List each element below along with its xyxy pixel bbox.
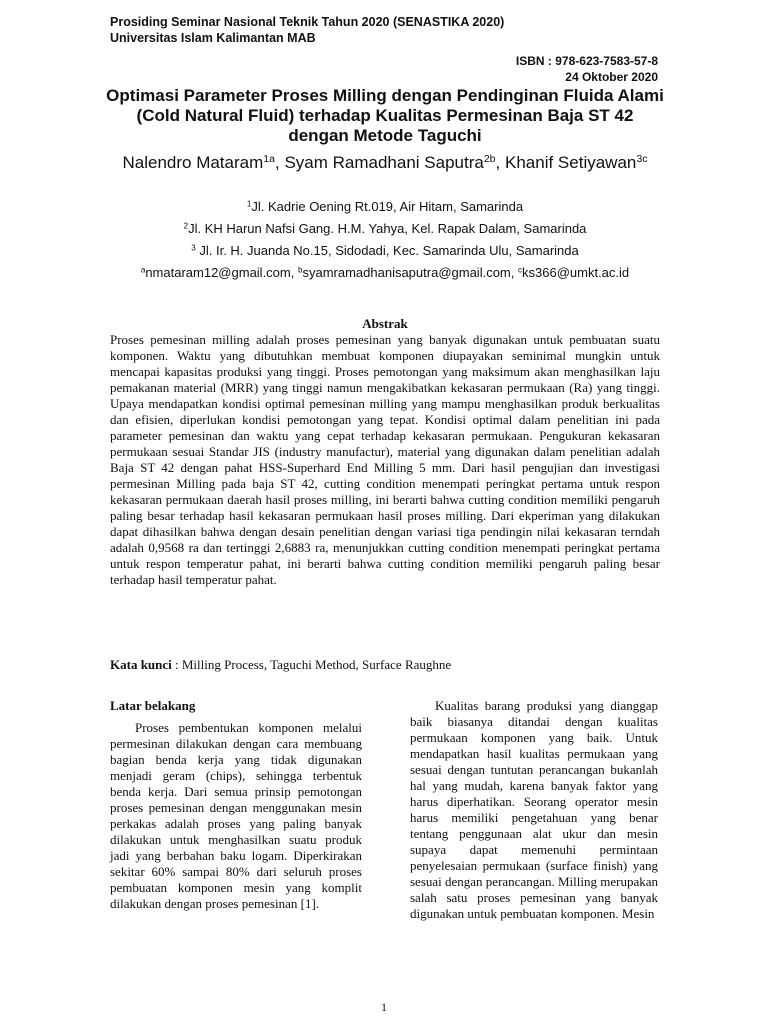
email-superscript: a bbox=[140, 265, 146, 275]
author: Nalendro Mataram$^{1a}$ bbox=[122, 153, 275, 172]
author-superscript: 1a bbox=[263, 153, 275, 166]
left-paragraph: Proses pembentukan komponen melalui permesinan dilakukan dengan cara membuang bagian benda kerja yang tidak digunakan menjadi geram (chips), sehingga terbentuk benda kerja. Dari semua prinsip pemotongan proses pemesinan dengan menggunakan mesin perkakas adalah proses yang paling banyak dilakukan untuk menghasilkan suatu produk jadi yang berbahan baku logam. Diperkirakan sekitar 60% sampai 80% dari seluruh proses pembuatan komponen mesin yang komplit dilakukan dengan proses pemesinan [1]. bbox=[110, 720, 362, 911]
affiliation-line bbox=[110, 196, 660, 218]
affiliation-text: Jl. Ir. H. Juanda No.15, Sidodadi, Kec. Samarinda Ulu, Samarinda bbox=[195, 243, 579, 258]
email-address: nmataram12@gmail.com bbox=[145, 265, 291, 280]
email-line: $^a$nmataram12@gmail.com, $^b$syamramadhanisaputra@gmail.com, $^c$ks366@umkt.ac.id bbox=[140, 265, 630, 280]
author: Khanif Setiyawan$^{3c}$ bbox=[505, 153, 648, 172]
email-address: ks366@umkt.ac.id bbox=[522, 265, 630, 280]
paper-title: Optimasi Parameter Proses Milling dengan Pendinginan Fluida Alami (Cold Natural Fluid) terhadap Kualitas Permesinan Baja ST 42 dengan Metode Taguchi bbox=[106, 86, 664, 145]
email-address: syamramadhanisaputra@gmail.com bbox=[302, 265, 511, 280]
proceedings-header bbox=[110, 14, 504, 46]
keywords-label: Kata kunci bbox=[110, 657, 172, 672]
email-superscript: b bbox=[297, 265, 303, 275]
author-superscript: 3c bbox=[636, 153, 648, 166]
proceedings-title: Prosiding Seminar Nasional Teknik Tahun 2020 (SENASTIKA 2020) bbox=[110, 15, 505, 29]
affiliation-line bbox=[110, 240, 660, 262]
author: Syam Ramadhani Saputra$^{2b}$ bbox=[284, 153, 496, 172]
isbn: ISBN : 978-623-7583-57-8 bbox=[515, 54, 658, 68]
affiliation-text: Jl. KH Harun Nafsi Gang. H.M. Yahya, Kel. Rapak Dalam, Samarinda bbox=[188, 221, 587, 236]
abstract-heading: Abstrak bbox=[362, 316, 408, 331]
author-superscript: 2b bbox=[483, 153, 496, 166]
abstract-body: Proses pemesinan milling adalah proses pemesinan yang banyak digunakan untuk pembuatan suatu komponen. Waktu yang dibutuhkan membuat komponen diupayakan seminimal mungkin untuk mencapai kapasitas produksi yang tinggi. Proses pemotongan yang maksimum akan menghasilkan laju pemakanan material (MRR) yang tinggi namun mengakibatkan kekasaran permukaan (Ra) yang tinggi. Upaya mendapatkan kondisi optimal pemesinan milling yang mampu menghasilkan produk berkualitas dan efisien, diperlukan kondisi pemotongan yang tepat. Kondisi optimal dalam penelitian ini pada parameter pemesinan dan waktu yang cepat terhadap kekasaran permukaan. Pengukuran kekasaran permukaan sesuai Standar JIS (industry manufactur), material yang digunakan dalam penelitian adalah Baja ST 42 dengan pahat HSS-Superhard End Milling 5 mm. Dari hasil pengujian dan investigasi permesinan Milling pada baja ST 42, cutting condition menempati peringkat pertama untuk respon kekasaran permukaan daerah hasil proses milling, ini berarti bahwa cutting condition memiliki pengaruh paling besar terhadap hasil kekasaran permukaan hasil proses milling. Dari ekperiman yang dilakukan dapat dihasilkan bahwa dengan desain penelitian dengan variasi tiga pendingin nilai kekasaran terndah adalah 0,9568 ra dan tertinggi 2,6883 ra, menunjukkan cutting condition menempati peringkat pertama untuk respon temperatur pahat, ini berarti bahwa cutting condition memiliki pengaruh paling besar terhadap hasil temperatur pahat. bbox=[110, 332, 660, 587]
affiliations bbox=[110, 196, 660, 284]
affiliation-superscript: 2 bbox=[183, 221, 189, 231]
right-paragraph: Kualitas barang produksi yang dianggap baik biasanya ditandai dengan kualitas permukaan komponen yang baik. Untuk mendapatkan hasil kualitas permukaan yang sesuai dengan tuntutan perancangan bukanlah hal yang mudah, karena banyak faktor yang harus diperhatikan. Seorang operator mesin harus memiliki pengetahuan yang benar tentang penggunaan alat ukur dan mesin supaya dapat memenuhi permintaan penyelesaian permukaan (surface finish) yang sesuai dengan perancangan. Milling merupakan salah satu proses pemesinan yang banyak digunakan untuk pembuatan komponen. Mesin bbox=[410, 698, 658, 921]
affiliation-lines bbox=[110, 196, 660, 262]
keywords-text: : Milling Process, Taguchi Method, Surface Raughne bbox=[171, 657, 452, 672]
affiliation-superscript: 3 bbox=[191, 243, 196, 253]
university-name: Universitas Islam Kalimantan MAB bbox=[110, 31, 316, 45]
publication-date: 24 Oktober 2020 bbox=[565, 70, 658, 84]
affiliation-line bbox=[110, 218, 660, 240]
email-superscript: c bbox=[517, 265, 523, 275]
left-column bbox=[110, 698, 362, 912]
right-column bbox=[410, 698, 658, 922]
isbn-block bbox=[516, 53, 658, 85]
affiliation-superscript: 1 bbox=[246, 199, 252, 209]
page-number: 1 bbox=[381, 1000, 387, 1014]
keywords bbox=[110, 657, 670, 673]
author-list: Nalendro Mataram$^{1a}$, Syam Ramadhani Saputra$^{2b}$, Khanif Setiyawan$^{3c}$ bbox=[122, 153, 648, 172]
affiliation-text: Jl. Kadrie Oening Rt.019, Air Hitam, Samarinda bbox=[251, 199, 524, 214]
section-title: Latar belakang bbox=[110, 698, 196, 713]
